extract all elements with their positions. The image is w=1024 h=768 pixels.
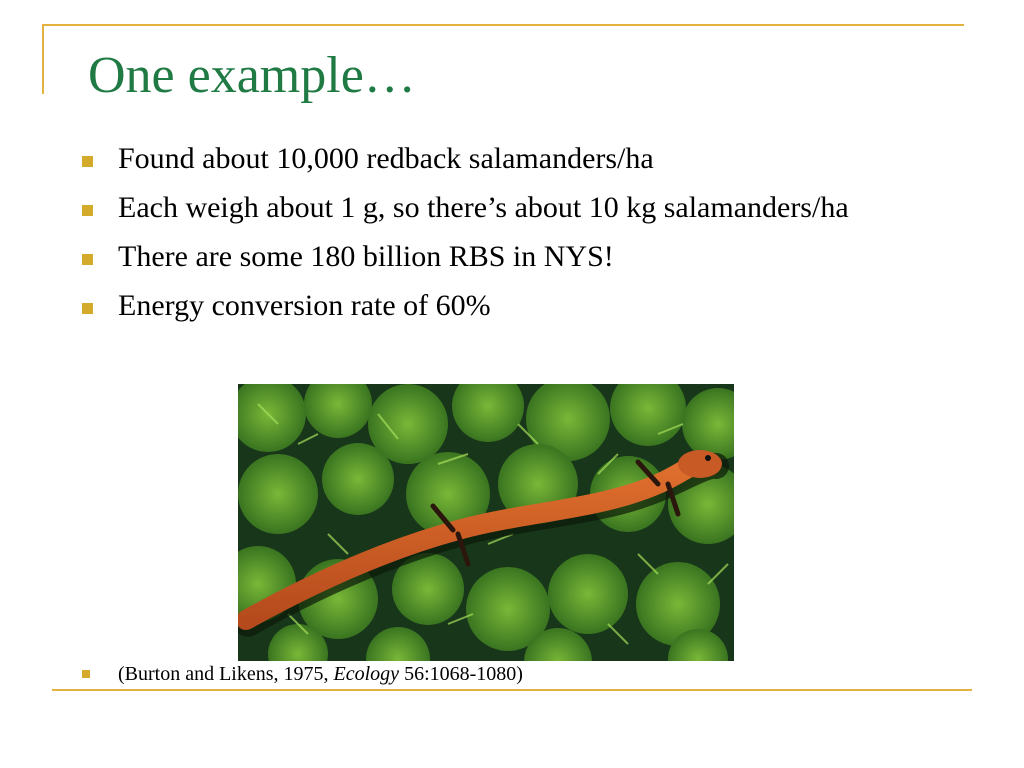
citation-journal: Ecology bbox=[333, 663, 400, 685]
bullet-text: There are some 180 billion RBS in NYS! bbox=[118, 240, 614, 273]
square-bullet-icon bbox=[82, 254, 93, 265]
bullet-text: Each weigh about 1 g, so there’s about 10 kg salamanders/ha bbox=[118, 191, 849, 224]
square-bullet-icon bbox=[82, 205, 93, 216]
bullet-item bbox=[78, 140, 878, 178]
square-bullet-icon bbox=[82, 670, 90, 678]
salamander-photo bbox=[238, 384, 734, 661]
title-frame-left-rule bbox=[42, 24, 44, 94]
citation bbox=[78, 660, 523, 688]
footer-rule bbox=[52, 689, 972, 691]
bullet-item bbox=[78, 189, 878, 227]
slide-title: One example… bbox=[88, 47, 416, 104]
bullet-list bbox=[78, 140, 878, 336]
title-frame-top-rule bbox=[42, 24, 964, 26]
bullet-text: Found about 10,000 redback salamanders/ha bbox=[118, 142, 654, 175]
square-bullet-icon bbox=[82, 303, 93, 314]
bullet-item bbox=[78, 238, 878, 276]
bullet-item bbox=[78, 287, 878, 325]
citation-suffix: 56:1068-1080) bbox=[399, 663, 523, 685]
square-bullet-icon bbox=[82, 156, 93, 167]
bullet-text: Energy conversion rate of 60% bbox=[118, 289, 491, 322]
salamander-on-moss-photo-icon bbox=[238, 384, 734, 661]
citation-prefix: (Burton and Likens, 1975, bbox=[118, 663, 334, 685]
